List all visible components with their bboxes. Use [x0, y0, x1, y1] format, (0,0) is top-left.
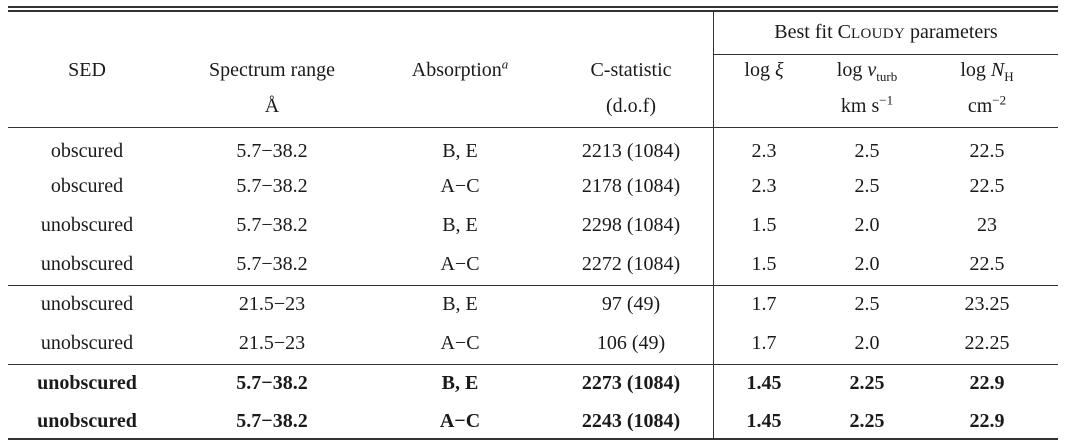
cell-range: 5.7−38.2 — [236, 140, 308, 162]
cell-vturb: 2.0 — [854, 253, 880, 275]
cell-vturb: 2.5 — [854, 175, 880, 197]
cell-nh: 22.9 — [969, 410, 1005, 432]
cell-absorption: B, E — [442, 140, 478, 162]
header-c-statistic-dof: (d.o.f) — [606, 95, 656, 117]
cell-nh: 22.5 — [969, 253, 1005, 275]
cell-vturb: 2.25 — [849, 410, 885, 432]
cell-sed: unobscured — [37, 410, 137, 432]
cell-cstat: 2298 (1084) — [581, 214, 681, 236]
cell-absorption: B, E — [442, 293, 478, 315]
header-c-statistic: C-statistic — [590, 59, 672, 81]
header-absorption: Absorption$^a$ — [411, 56, 509, 81]
header-log-vturb: $\log v_{turb}$ — [836, 59, 898, 84]
cell-nh: 23.25 — [964, 293, 1010, 315]
cell-nh: 22.25 — [964, 332, 1010, 354]
cell-cstat: 2272 (1084) — [581, 253, 681, 275]
header-log-nh: $\log N_H$ — [960, 59, 1014, 84]
cell-sed: unobscured — [40, 293, 134, 315]
cell-sed: obscured — [50, 140, 124, 162]
header-vturb-unit: km $s^{-1}$ — [840, 92, 894, 117]
cell-xi: 2.3 — [751, 175, 777, 197]
cell-absorption: A−C — [439, 410, 481, 432]
cell-absorption: B, E — [442, 214, 478, 236]
cell-xi: 1.5 — [751, 253, 777, 275]
cell-range: 5.7−38.2 — [236, 253, 308, 275]
cell-xi: 1.45 — [746, 372, 782, 394]
cell-xi: 1.7 — [751, 293, 777, 315]
cell-vturb: 2.5 — [854, 293, 880, 315]
section-rule-1 — [8, 285, 1058, 286]
cell-xi: 1.5 — [751, 214, 777, 236]
cell-vturb: 2.25 — [849, 372, 885, 394]
cell-absorption: A−C — [440, 253, 480, 275]
cloudy-group-header: Best fit CLOUDY parameters — [774, 21, 998, 43]
cell-nh: 22.5 — [969, 175, 1005, 197]
cell-range: 5.7−38.2 — [236, 214, 308, 236]
cell-sed: unobscured — [40, 332, 134, 354]
header-spectrum-range: Spectrum range — [208, 59, 336, 81]
cloudy-vertical-separator — [713, 12, 714, 439]
header-log-xi: log ξ — [744, 59, 784, 81]
top-double-rule-1 — [8, 6, 1058, 8]
cell-nh: 22.5 — [969, 140, 1005, 162]
cell-absorption: A−C — [440, 175, 480, 197]
cloudy-group-rule — [713, 54, 1058, 55]
cell-sed: unobscured — [40, 214, 134, 236]
cell-cstat: 2178 (1084) — [581, 175, 681, 197]
cell-absorption: B, E — [441, 372, 479, 394]
cell-cstat: 2273 (1084) — [581, 372, 681, 394]
cell-sed: obscured — [50, 175, 124, 197]
cell-sed: unobscured — [40, 253, 134, 275]
cell-nh: 22.9 — [969, 372, 1005, 394]
cell-cstat: 97 (49) — [601, 293, 661, 315]
cell-cstat: 2213 (1084) — [581, 140, 681, 162]
cell-cstat: 2243 (1084) — [581, 410, 681, 432]
section-rule-2 — [8, 364, 1058, 365]
header-bottom-rule — [8, 127, 1058, 128]
cell-range: 5.7−38.2 — [236, 372, 308, 394]
cell-xi: 1.7 — [751, 332, 777, 354]
bottom-rule — [8, 438, 1058, 440]
cell-range: 5.7−38.2 — [236, 175, 308, 197]
cell-xi: 1.45 — [746, 410, 782, 432]
header-range-unit: Å — [264, 95, 280, 117]
cell-range: 5.7−38.2 — [236, 410, 308, 432]
cell-range: 21.5−23 — [238, 332, 306, 354]
cell-sed: unobscured — [37, 372, 137, 394]
top-double-rule-2 — [8, 10, 1058, 12]
cell-vturb: 2.0 — [854, 332, 880, 354]
header-nh-unit: $cm^{-2}$ — [967, 92, 1007, 117]
cell-vturb: 2.5 — [854, 140, 880, 162]
cell-nh: 23 — [977, 214, 997, 236]
cell-vturb: 2.0 — [854, 214, 880, 236]
header-sed: SED — [68, 59, 106, 81]
cell-absorption: A−C — [440, 332, 480, 354]
cell-range: 21.5−23 — [238, 293, 306, 315]
cell-xi: 2.3 — [751, 140, 777, 162]
cell-cstat: 106 (49) — [596, 332, 666, 354]
